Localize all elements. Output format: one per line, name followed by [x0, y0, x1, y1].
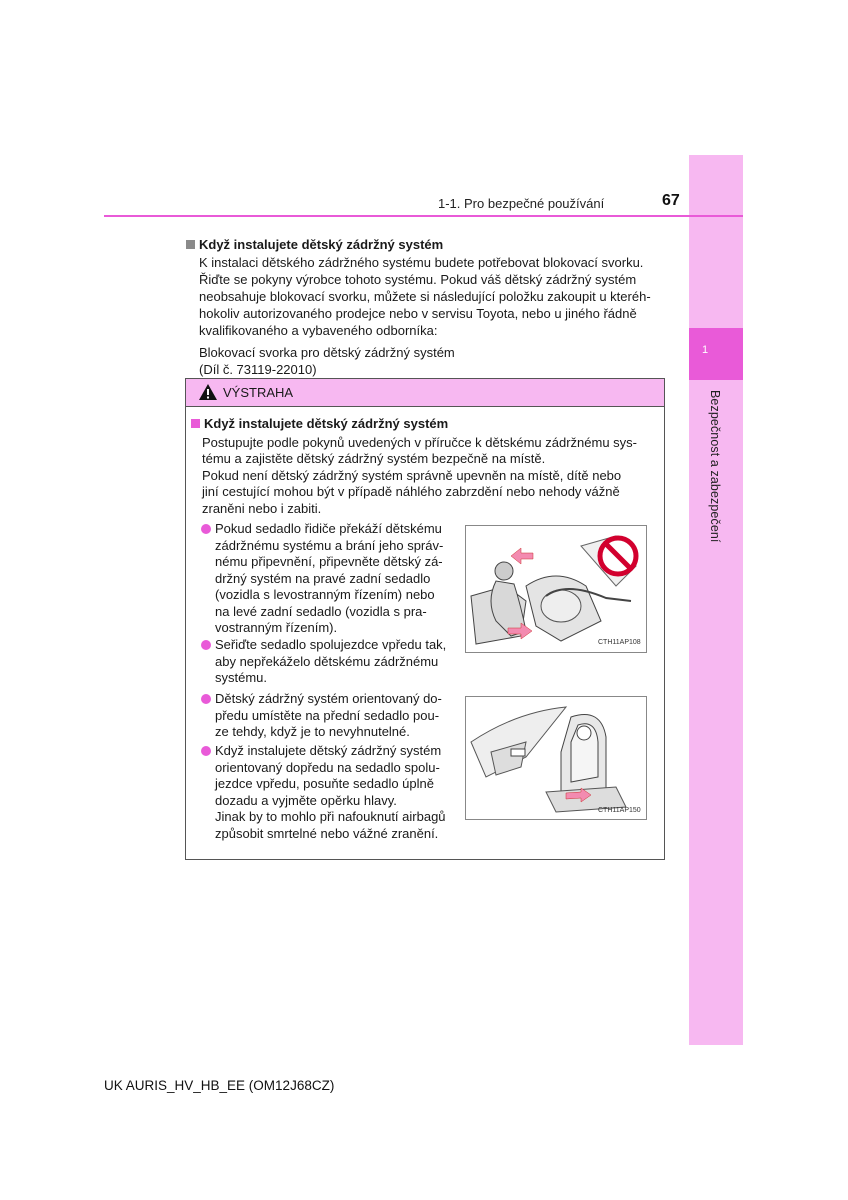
illustration-front-seat — [465, 696, 647, 820]
chapter-title: Bezpečnost a zabezpečení — [708, 390, 722, 543]
body-line: K instalaci dětského zádržného systému budete potřebovat blokovací svorku. — [199, 255, 644, 270]
warning-triangle-icon — [198, 383, 218, 401]
warning-bullet: Seřiďte sedadlo spolujezdce vpředu tak, aby nepřekáželo dětskému zádržnému systému. — [201, 637, 457, 687]
section-body — [186, 254, 664, 378]
warning-line: Postupujte podle pokynů uvedených v příručce k dětskému zádržnému sys- — [202, 434, 638, 450]
illustration-code: CTH11AP150 — [598, 807, 641, 814]
install-section — [186, 236, 664, 378]
pink-dot-icon — [201, 694, 211, 704]
warning-line: jiní cestující mohou být v případě náhlého zabrzdění nebo nehody vážně — [202, 484, 620, 499]
car-seat-rear-illustration — [466, 526, 646, 652]
body-line: neobsahuje blokovací svorku, můžete si následující položku zakoupit u kteréh- — [199, 289, 651, 304]
pink-dot-icon — [201, 640, 211, 650]
page-number: 67 — [662, 192, 680, 209]
warning-line: zraněni nebo i zabiti. — [202, 500, 322, 516]
document-footer: UK AURIS_HV_HB_EE (OM12J68CZ) — [104, 1078, 335, 1093]
warning-bullet: Dětský zádržný systém orientovaný do- předu umístěte na přední sedadlo pou- ze tehdy, když je to nevyhnutelné. — [201, 691, 457, 741]
warning-line: Pokud není dětský zádržný systém správně upevněn na místě, dítě nebo — [202, 467, 622, 483]
part-line: (Díl č. 73119-22010) — [199, 362, 317, 377]
section-heading: Když instalujete dětský zádržný systém — [186, 236, 664, 253]
section-header-title: 1-1. Pro bezpečné používání — [438, 196, 605, 211]
header-divider — [104, 215, 743, 217]
warning-bullet: Pokud sedadlo řidiče překáží dětskému zádržnému systému a brání jeho správ- nému připevnění, připevněte dětský zá- držný systém na pravé zadní sedadlo (vozidla s levostranným řízením) nebo na levé zadní sedadlo (vozidla s pra- vostranným řízením). — [201, 521, 457, 637]
warning-intro — [191, 416, 659, 517]
warning-line: tému a zajistěte dětský zádržný systém bezpečně na místě. — [202, 451, 546, 466]
warning-bullet: Když instalujete dětský zádržný systém orientovaný dopředu na sedadlo spolu- jezdce vpředu, posuňte sedadlo úplně dozadu a vyjměte opěrku hlavy. Jinak by to mohlo při nafouknutí airbagů způsobit smrtelné nebo vážné zranění. — [201, 743, 457, 842]
illustration-driver-seat — [465, 525, 647, 653]
body-line: hokoliv autorizovaného prodejce nebo v servisu Toyota, nebo u jiného řádně — [199, 306, 637, 321]
car-seat-front-illustration — [466, 697, 646, 819]
warning-heading: Když instalujete dětský zádržný systém — [191, 416, 659, 433]
pink-dot-icon — [201, 746, 211, 756]
chapter-side-tab — [689, 155, 743, 1045]
pink-dot-icon — [201, 524, 211, 534]
illustration-code: CTH11AP108 — [598, 639, 641, 646]
warning-box — [185, 378, 665, 860]
body-line: kvalifikovaného a vybaveného odborníka: — [199, 323, 438, 338]
chapter-number: 1 — [702, 344, 709, 356]
chapter-active-marker — [689, 328, 743, 380]
pink-square-bullet-icon — [191, 419, 200, 428]
body-line: Řiďte se pokyny výrobce tohoto systému. Pokud váš dětský zádržný systém — [199, 272, 637, 287]
warning-label: VÝSTRAHA — [223, 385, 294, 400]
part-line: Blokovací svorka pro dětský zádržný systém — [199, 345, 455, 360]
warning-header — [186, 379, 664, 407]
square-bullet-icon — [186, 240, 195, 249]
